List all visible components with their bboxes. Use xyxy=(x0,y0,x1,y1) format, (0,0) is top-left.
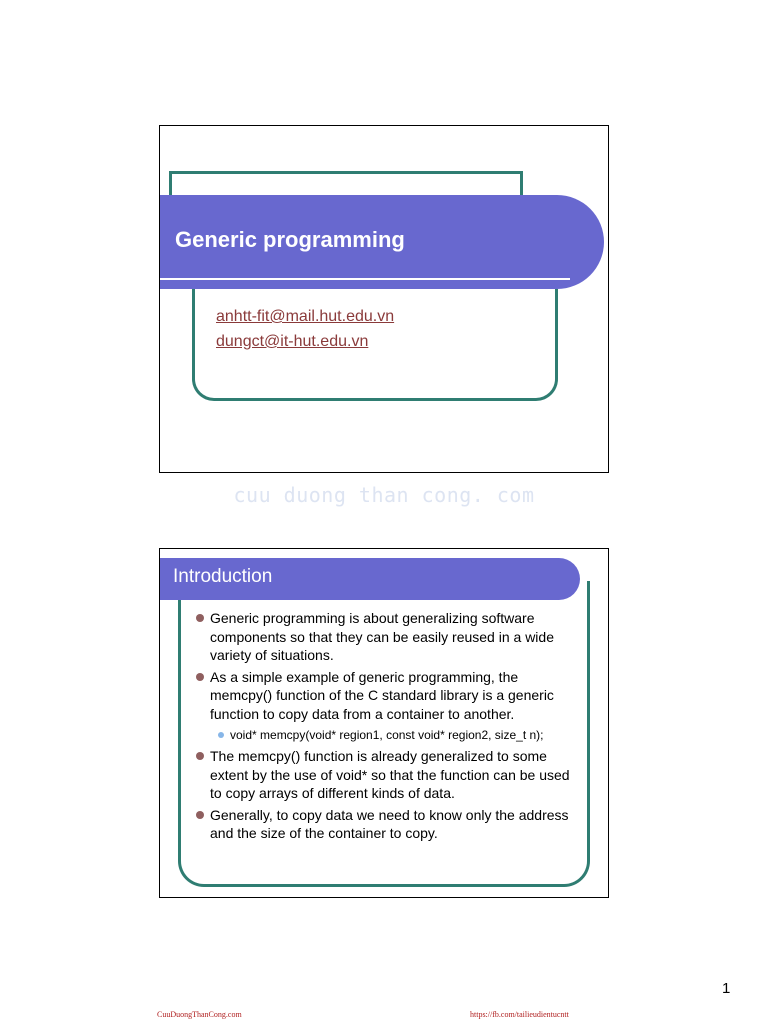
slide-heading: Introduction xyxy=(173,566,273,587)
email-link-2[interactable]: dungct@it-hut.edu.vn xyxy=(216,333,369,350)
slide-introduction xyxy=(159,548,609,898)
bullet-icon xyxy=(196,673,204,681)
title-band-divider xyxy=(160,278,570,280)
watermark: cuu duong than cong. com xyxy=(233,483,535,507)
list-item xyxy=(182,609,582,665)
title-band xyxy=(160,195,604,289)
bullet-icon xyxy=(196,811,204,819)
list-item-text: As a simple example of generic programming, the memcpy() function of the C standard library is a generic function to copy data from a container to another. xyxy=(210,668,554,722)
list-item-text: Generally, to copy data we need to know only the address and the size of the container to copy. xyxy=(210,806,569,841)
email-link-1[interactable]: anhtt-fit@mail.hut.edu.vn xyxy=(216,308,395,325)
slide-title-text: Generic programming xyxy=(175,227,405,252)
bullet-icon xyxy=(196,614,204,622)
heading-band xyxy=(160,558,580,600)
bullet-icon xyxy=(196,752,204,760)
code-signature: void* memcpy(void* region1, const void* region2, size_t n); xyxy=(230,728,544,742)
author-emails xyxy=(216,304,394,354)
footer-facebook-link[interactable]: https://fb.com/tailieudientucntt xyxy=(470,1010,569,1019)
list-item xyxy=(182,806,582,843)
sub-list-item xyxy=(182,726,582,744)
list-item-text: The memcpy() function is already generalized to some extent by the use of void* so that the function can be used to copy arrays of different kinds of data. xyxy=(210,748,570,801)
slide-title xyxy=(159,125,609,473)
list-item xyxy=(182,747,582,803)
sub-bullet-icon xyxy=(218,732,224,738)
list-item xyxy=(182,668,582,724)
bullet-list xyxy=(182,609,582,846)
page-number: 1 xyxy=(722,980,731,997)
footer-site-link[interactable]: CuuDuongThanCong.com xyxy=(157,1010,242,1019)
list-item-text: Generic programming is about generalizing software components so that they can be easily reused in a wide variety of situations. xyxy=(210,610,554,663)
